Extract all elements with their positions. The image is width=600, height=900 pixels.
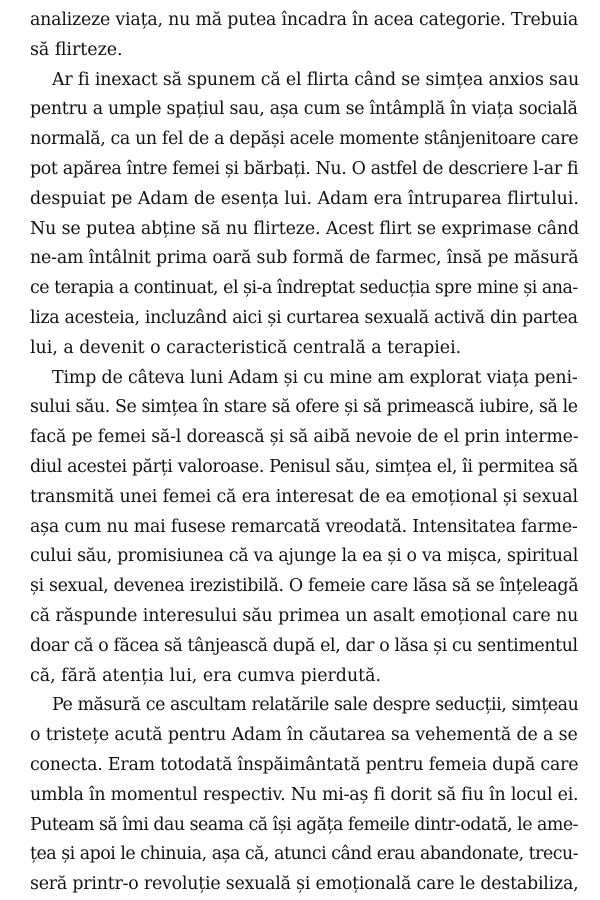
text-line: pentru a umple spațiul sau, așa cum se întâmplă în viața socială	[30, 99, 578, 120]
paragraph-1	[30, 6, 578, 66]
text-line: sului său. Se simțea în stare să ofere și să primească iubire, să le	[30, 397, 578, 418]
text-line: seră printr-o revoluție sexuală și emoțională care le destabiliza,	[30, 874, 579, 895]
paragraph-4	[30, 691, 578, 900]
text-line: analizeze viața, nu mă putea încadra în acea categorie. Trebuia	[30, 10, 578, 30]
text-line: transmită unei femei că era interesat de ea emoțional și sexual	[30, 486, 578, 507]
text-line: Puteam să îmi dau seama că își agăța femeile dintr-odată, le ame-	[30, 814, 578, 835]
text-line: și sexual, devenea irezistibilă. O femeie care lăsa să se înțeleagă	[30, 576, 579, 597]
text-line: doar că o făcea să tânjească după el, dar o lăsa și cu sentimentul	[30, 635, 578, 656]
text-line: țea și apoi le chinuia, așa că, atunci când erau abandonate, trecu-	[30, 844, 579, 865]
text-line: conecta. Eram totodată înspăimântată pentru femeia după care	[30, 754, 579, 775]
text-line: ce terapia a continuat, el și-a îndreptat seducția spre mine și ana-	[30, 278, 578, 299]
text-line: cului său, promisiunea că va ajunge la ea și o va mișca, spiritual	[30, 546, 578, 567]
paragraph-2	[30, 66, 578, 364]
paragraph-3	[30, 364, 578, 692]
text-line: ne-am întâlnit prima oară sub formă de farmec, însă pe măsură	[30, 248, 579, 269]
text-line: să flirteze.	[30, 39, 123, 60]
text-line: Pe măsură ce ascultam relatările sale despre seducții, simțeau	[52, 695, 579, 716]
text-line: umbla în momentul respectiv. Nu mi-aș fi dorit să fiu în locul ei.	[30, 784, 579, 805]
text-line: că, fără atenția lui, era cumva pierdută.	[30, 665, 382, 686]
text-line: diul acestei părți valoroase. Penisul său, simțea el, îi permitea să	[30, 456, 578, 477]
text-line: facă pe femei să-l dorească și să aibă nevoie de el prin interme-	[30, 427, 579, 448]
text-line: despuiat pe Adam de esența lui. Adam era întruparea flirtului.	[30, 188, 579, 209]
text-line: pot apărea între femei și bărbați. Nu. O astfel de descriere l-ar fi	[30, 158, 579, 179]
text-line: Nu se putea abține să nu flirteze. Acest flirt se exprimase când	[30, 218, 580, 239]
text-line: Timp de câteva luni Adam și cu mine am explorat viața peni-	[52, 367, 578, 388]
text-line: Ar fi inexact să spunem că el flirta când se simțea anxios sau	[52, 69, 580, 90]
text-line: normală, ca un fel de a depăși acele momente stânjenitoare care	[30, 129, 579, 150]
text-line: că răspunde interesului său primea un asalt emoțional care nu	[30, 605, 579, 626]
text-line: liza acesteia, incluzând aici și curtarea sexuală activă din partea	[30, 307, 578, 328]
book-page-text	[30, 6, 578, 900]
text-line: lui, a devenit o caracteristică centrală a terapiei.	[30, 337, 462, 358]
text-line: o tristețe acută pentru Adam în căutarea sa vehementă de a se	[30, 725, 578, 746]
text-line: așa cum nu mai fusese remarcată vreodată. Intensitatea farme-	[30, 516, 578, 537]
